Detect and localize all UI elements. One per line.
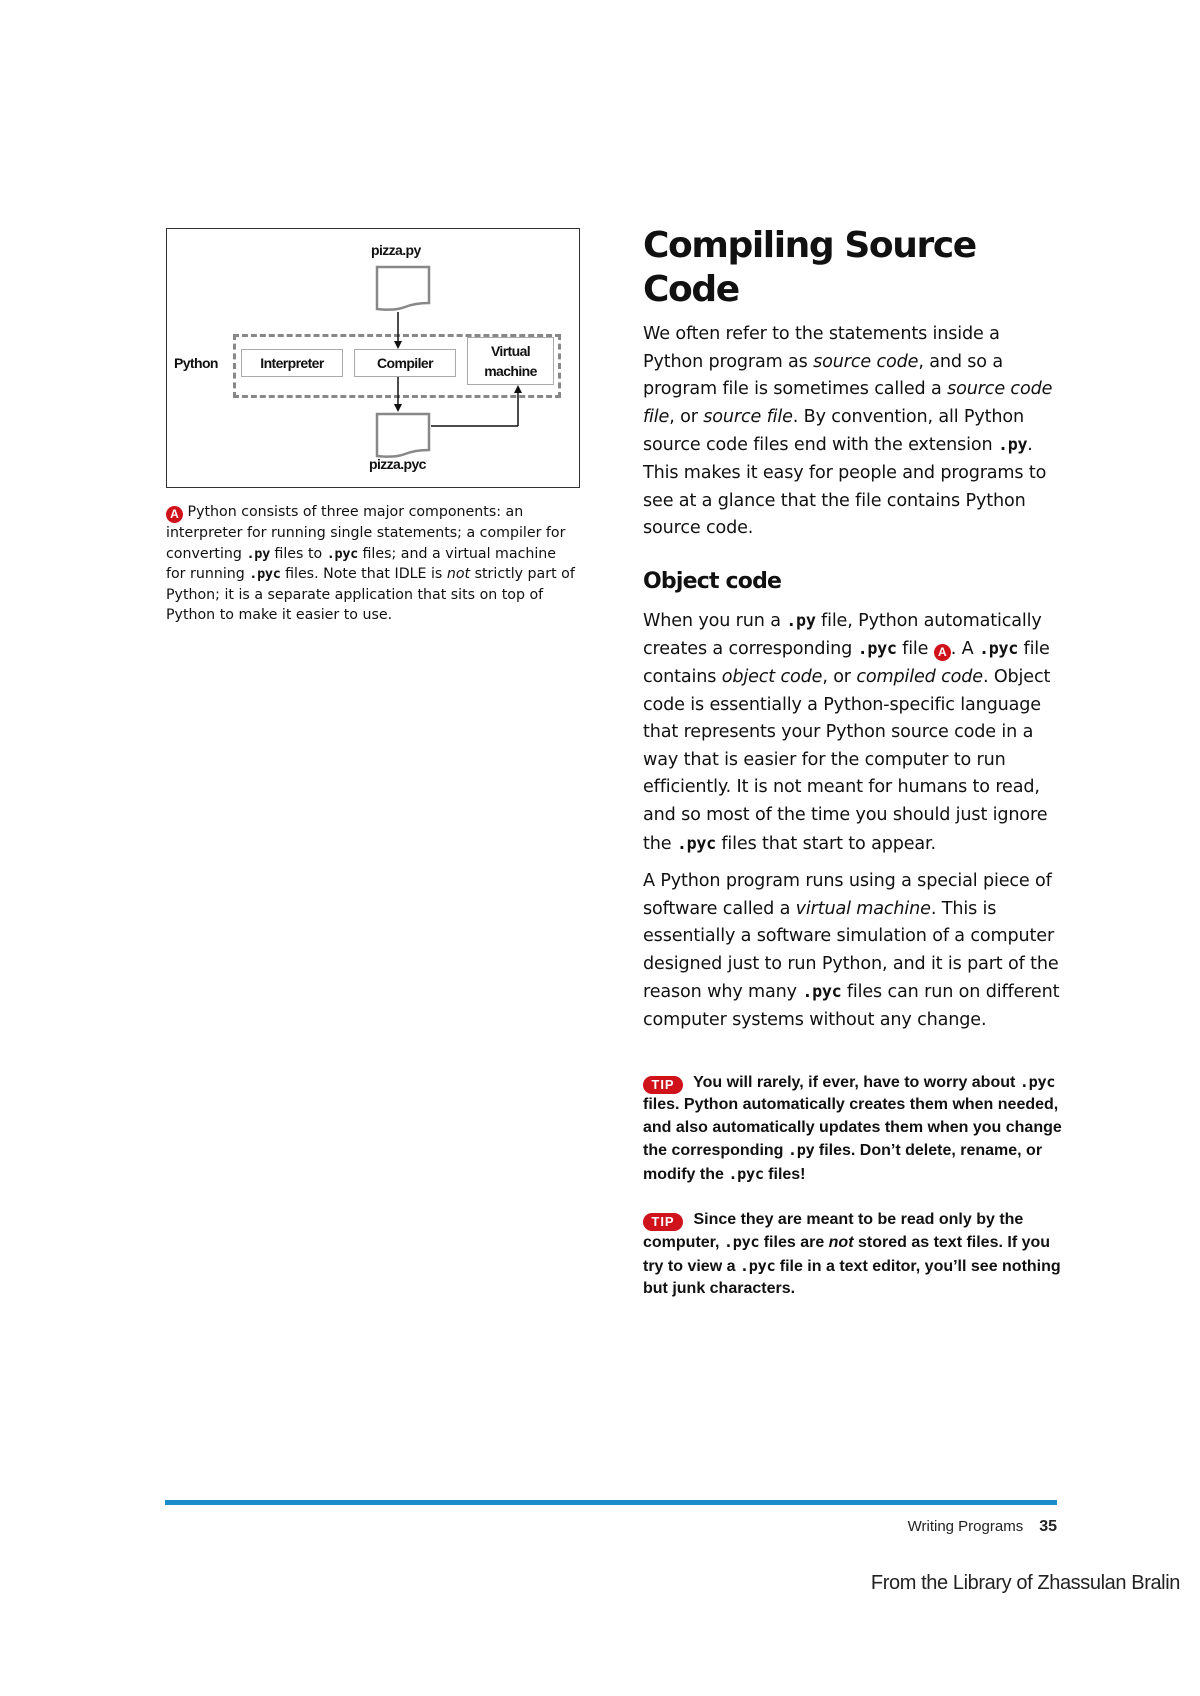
tip-badge: TIP	[643, 1213, 683, 1231]
python-group-label: Python	[174, 355, 218, 371]
vm-line1: Virtual	[490, 343, 531, 359]
object-file-icon	[375, 412, 431, 460]
footer-section-title: Writing Programs	[907, 1518, 1024, 1535]
page-title: Compiling Source Code	[643, 225, 976, 310]
figure-a-badge: A	[166, 506, 183, 523]
source-file-label: pizza.py	[371, 242, 421, 258]
virtual-machine-paragraph: A Python program runs using a special piece of software called a virtual machine. This is essentially a software simulation of a computer designed just to run Python, and it is part of the reason why many .pyc files can run on different computer systems without any change.	[643, 871, 1060, 1031]
compiler-box: Compiler	[354, 349, 456, 377]
page-footer	[908, 1518, 1057, 1536]
tip-badge: TIP	[643, 1076, 683, 1094]
page-number: 35	[1039, 1518, 1057, 1535]
flow-arrows	[167, 229, 581, 489]
object-code-paragraph: When you run a .py file, Python automatically creates a corresponding .pyc file A . A .pyc file contains object code, or compiled code. Object code is essentially a Python-specific language that represents your Python source code in a way that is easier for the computer to run efficiently. It is not meant for humans to read, and so most of the time you should just ignore the .pyc files that start to appear.	[643, 609, 1051, 854]
tip-1: TIP You will rarely, if ever, have to worry about .pyc files. Python automatically creates them when needed, and also automatically updates them when you change the corresponding .py files. Don’t delete, rename, or modify the .pyc files!	[643, 1072, 1062, 1184]
figure-caption: A Python consists of three major components: an interpreter for running single statements; a compiler for converting .py files to .pyc files; and a virtual machine for running .pyc files. Note that IDLE is not strictly part of Python; it is a separate application that sits on top of Python to make it easier to use.	[166, 504, 575, 623]
interpreter-box: Interpreter	[241, 349, 343, 377]
vm-line2: machine	[484, 363, 537, 379]
library-watermark: From the Library of Zhassulan Bralin	[870, 1572, 1180, 1594]
intro-paragraph: We often refer to the statements inside a Python program as source code, and so a program file is sometimes called a source code file, or source file. By convention, all Python source code files end with the extension .py. This makes it easy for people and programs to see at a glance that the file contains Python source code.	[643, 324, 1053, 539]
object-file-label: pizza.pyc	[369, 456, 426, 472]
tip-2: TIP Since they are meant to be read only by the computer, .pyc files are not stored as text files. If you try to view a .pyc file in a text editor, you’ll see nothing but junk characters.	[643, 1210, 1061, 1298]
main-column	[643, 224, 1063, 1301]
footer-rule	[165, 1500, 1057, 1505]
figure-a-reference-badge: A	[934, 644, 951, 661]
figure-diagram	[166, 228, 580, 488]
section-heading-object-code: Object code	[643, 568, 782, 594]
